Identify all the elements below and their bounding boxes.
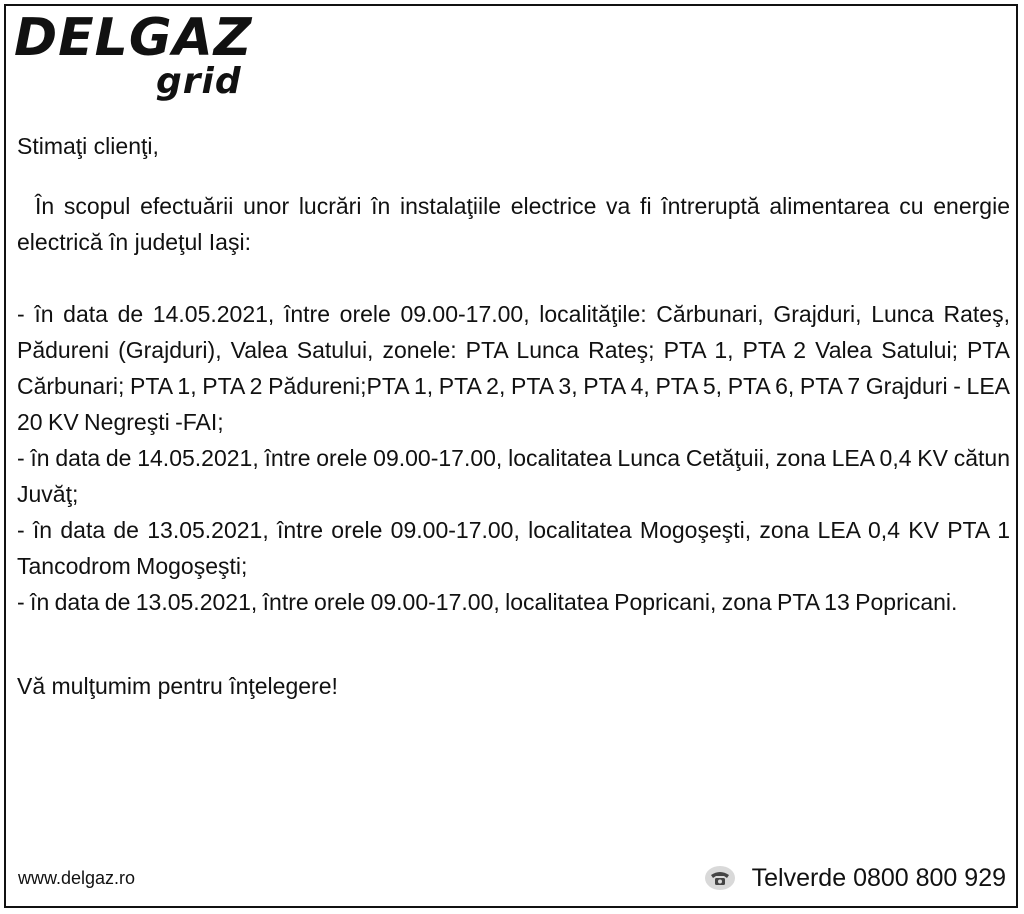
notice-body [17,128,1010,704]
logo-sub-text: grid [156,61,242,102]
phone-contact [704,861,1006,895]
telephone-icon [704,864,736,892]
outage-item: - în data de 14.05.2021, între orele 09.00-17.00, localităţile: Cărbunari, Grajduri, Lunca Rateş, Pădureni (Grajduri), Valea Satului, zonele: PTA Lunca Rateş; PTA 1, PTA 2 Valea Satului; PTA Cărbunari; PTA 1, PTA 2 Pădureni;PTA 1, PTA 2, PTA 3, PTA 4, PTA 5, PTA 6, PTA 7 Grajduri - LEA 20 KV Negreşti -FAI; [17,301,1010,435]
outage-item: - în data de 14.05.2021, între orele 09.00-17.00, localitatea Lunca Cetăţuii, zona LEA 0,4 KV cătun Juvăţ; [17,445,1010,507]
outage-item: - în data de 13.05.2021, între orele 09.00-17.00, localitatea Mogoşeşti, zona LEA 0,4 KV PTA 1 Tancodrom Mogoşeşti; [17,517,1010,579]
outage-item: - în data de 13.05.2021, între orele 09.00-17.00, localitatea Popricani, zona PTA 13 Popricani. [17,589,958,615]
intro-paragraph: În scopul efectuării unor lucrări în instalaţiile electrice va fi întreruptă alimentarea cu energie electrică în judeţul Iaşi: [17,193,1010,255]
greeting: Stimaţi clienţi, [17,133,159,159]
delgaz-grid-logo [14,8,254,106]
outage-list [17,296,1010,620]
phone-number: Telverde 0800 800 929 [751,864,1006,892]
thanks-line: Vă mulţumim pentru înţelegere! [17,673,338,699]
logo-brand-text: DELGAZ [14,8,253,68]
website-link[interactable]: www.delgaz.ro [18,868,136,888]
